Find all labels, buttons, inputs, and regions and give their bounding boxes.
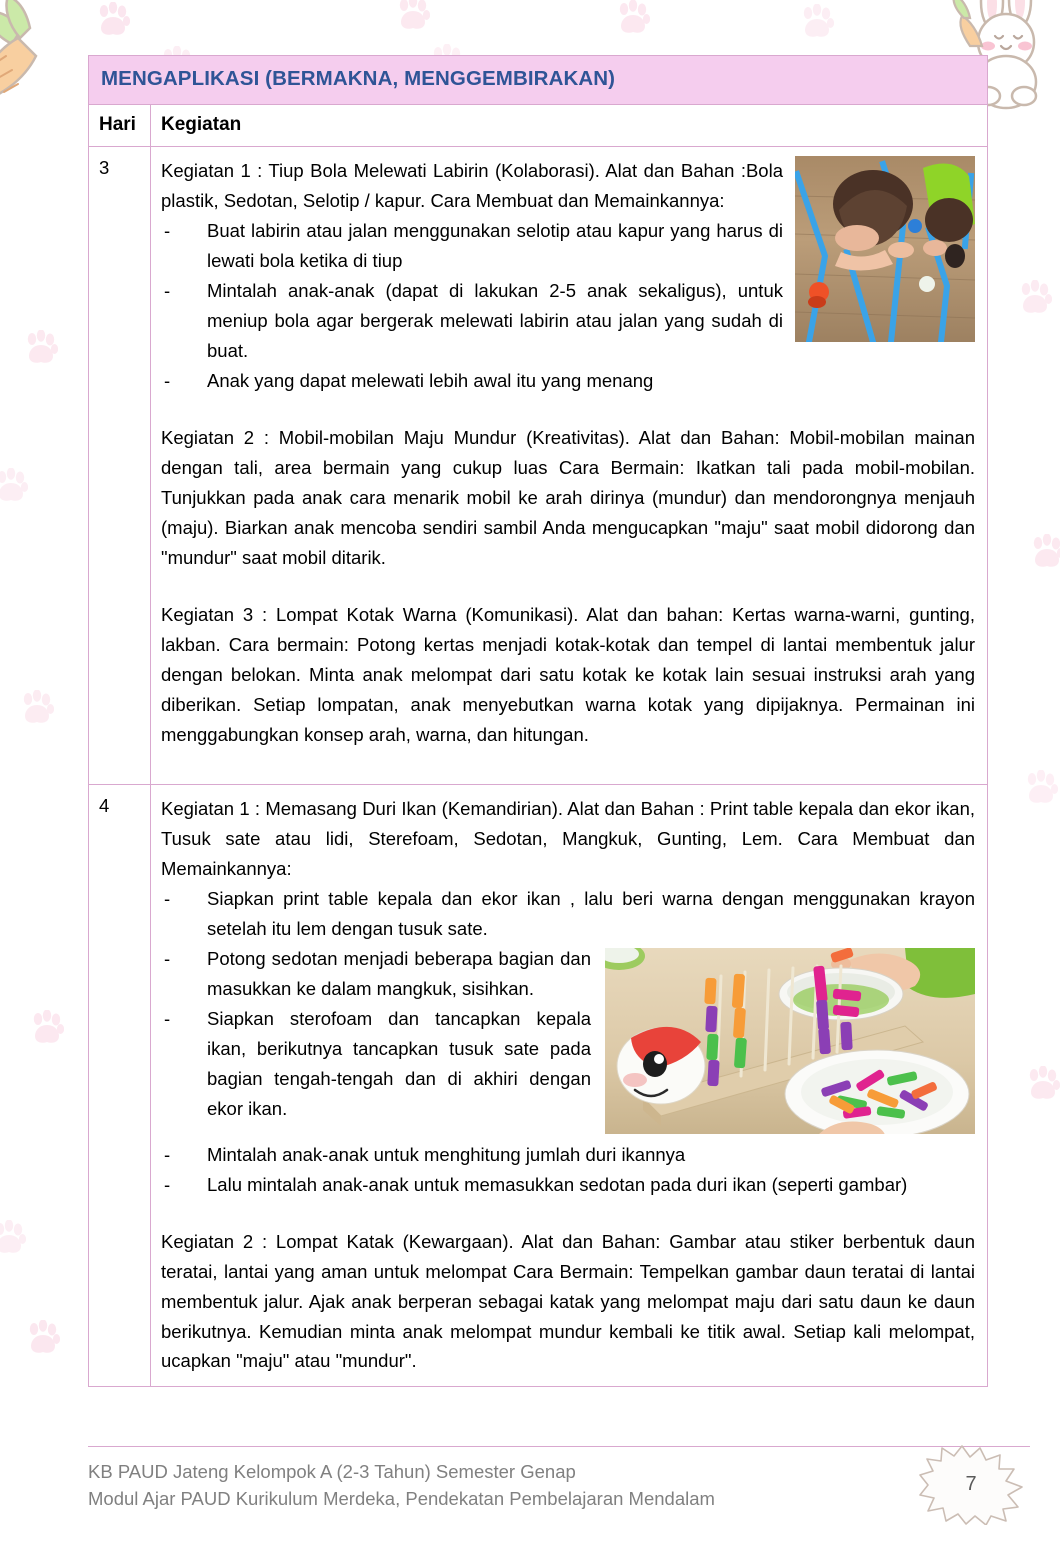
- table-row: [89, 147, 988, 784]
- list-item-text: Mintalah anak-anak untuk menghitung jumlah duri ikannya: [207, 1143, 686, 1165]
- activity-paragraph: Kegiatan 2 : Mobil-mobilan Maju Mundur (Kreativitas). Alat dan Bahan: Mobil-mobilan mainan dengan tali, area bermain yang cukup luas Cara Bermain: Ikatkan tali pada mobil-mobilan. Tunjukkan pada anak cara menarik mobil ke arah dirinya (mundur) dan mendorongnya menjauh (maju). Biarkan anak mencoba sendiri sambil Anda mengucapkan "maju" saat mobil didorong dan "mundur" saat mobil ditarik.: [161, 427, 975, 569]
- table-title: MENGAPLIKASI (BERMAKNA, MENGGEMBIRAKAN): [101, 67, 616, 90]
- activity-bullet-list: [161, 216, 975, 396]
- table-row: [89, 784, 988, 1387]
- table-header-row: [89, 104, 988, 147]
- list-item-text: Lalu mintalah anak-anak untuk memasukkan sedotan pada duri ikan (seperti gambar): [207, 1173, 908, 1195]
- bullet-marker: -: [164, 947, 171, 969]
- day-number: 3: [89, 147, 151, 784]
- footer-line-1: KB PAUD Jateng Kelompok A (2-3 Tahun) Semester Genap: [88, 1461, 576, 1482]
- bullet-marker: -: [164, 1007, 171, 1029]
- activity-content-day-4: [151, 784, 988, 1387]
- footer-line-2: Modul Ajar PAUD Kurikulum Merdeka, Pendekatan Pembelajaran Mendalam: [88, 1487, 715, 1509]
- bullet-marker: -: [164, 1143, 171, 1165]
- column-header-kegiatan: Kegiatan: [151, 104, 988, 147]
- list-item: [161, 1170, 975, 1200]
- activity-bullet-list: [161, 884, 975, 944]
- list-item: [161, 276, 975, 366]
- list-item-text: Siapkan sterofoam dan tancapkan kepala ikan, berikutnya tancapkan tusuk sate pada bagian tengah-tengah dan di akhiri dengan ekor ikan.: [207, 1007, 591, 1119]
- activity-bullet-list: [161, 1140, 975, 1200]
- footer-text-block: [88, 1459, 715, 1513]
- activity-table: [88, 55, 988, 1387]
- list-item: [161, 216, 975, 276]
- list-item-text: Buat labirin atau jalan menggunakan selotip atau kapur yang harus di lewati bola ketika di tiup: [207, 220, 783, 272]
- list-item: [161, 1004, 975, 1124]
- bullet-marker: -: [164, 280, 171, 302]
- bullet-marker: -: [164, 220, 171, 242]
- list-item-text: Potong sedotan menjadi beberapa bagian dan masukkan ke dalam mangkuk, sisihkan.: [207, 947, 591, 999]
- activity-intro: Kegiatan 1 : Memasang Duri Ikan (Kemandirian). Alat dan Bahan : Print table kepala dan ekor ikan, Tusuk sate atau lidi, Sterefoam, Sedotan, Mangkuk, Gunting, Lem. Cara Membuat dan Memainkannya:: [161, 797, 975, 879]
- bullet-marker: -: [164, 1173, 171, 1195]
- list-item-text: Anak yang dapat melewati lebih awal itu yang menang: [207, 370, 654, 392]
- table-title-cell: [89, 56, 988, 105]
- page-footer: [88, 1446, 1030, 1525]
- list-item: [161, 944, 975, 1004]
- activity-paragraph: Kegiatan 2 : Lompat Katak (Kewargaan). Alat dan Bahan: Gambar atau stiker berbentuk daun teratai, lantai yang aman untuk melompat Cara Bermain: Tempelkan gambar daun teratai di lantai membentuk jalur. Ajak anak berperan sebagai katak yang melompat maju dari satu daun ke daun berikutnya. Kemudian minta anak melompat mundur kembali ke titik awal. Setiap kali melompat, ucapkan "maju" atau "mundur".: [161, 1230, 975, 1372]
- column-header-hari: Hari: [89, 104, 151, 147]
- activity-content-day-3: [151, 147, 988, 784]
- list-item: [161, 366, 975, 396]
- footer-divider: [88, 1446, 1030, 1447]
- activity-intro: Kegiatan 1 : Tiup Bola Melewati Labirin (Kolaborasi). Alat dan Bahan :Bola plastik, Sedotan, Selotip / kapur. Cara Membuat dan Memainkannya:: [161, 160, 783, 212]
- page-number-badge: [918, 1445, 1024, 1525]
- bullet-marker: -: [164, 887, 171, 909]
- activity-bullet-list: [161, 944, 975, 1124]
- activity-paragraph: Kegiatan 3 : Lompat Kotak Warna (Komunikasi). Alat dan bahan: Kertas warna-warni, gunting, lakban. Cara bermain: Potong kertas menjadi kotak-kotak dan tempel di lantai membentuk jalur dengan belokan. Minta anak melompat dari satu kotak ke kotak lain sesuai instruksi arah yang diberikan. Setiap lompatan, anak menyebutkan warna kotak yang dipijaknya. Permainan ini menggabungkan konsep arah, warna, dan hitungan.: [161, 603, 975, 745]
- list-item-text: Mintalah anak-anak (dapat di lakukan 2-5 anak sekaligus), untuk meniup bola agar bergerak melewati labirin atau jalan yang sudah di buat.: [207, 280, 783, 362]
- page-number: 7: [965, 1473, 977, 1496]
- list-item-text: Siapkan print table kepala dan ekor ikan , lalu beri warna dengan menggunakan krayon setelah itu lem dengan tusuk sate.: [207, 887, 975, 939]
- day-number: 4: [89, 784, 151, 1387]
- list-item: [161, 1140, 975, 1170]
- bullet-marker: -: [164, 370, 171, 392]
- table-title-row: [89, 56, 988, 105]
- list-item: [161, 884, 975, 944]
